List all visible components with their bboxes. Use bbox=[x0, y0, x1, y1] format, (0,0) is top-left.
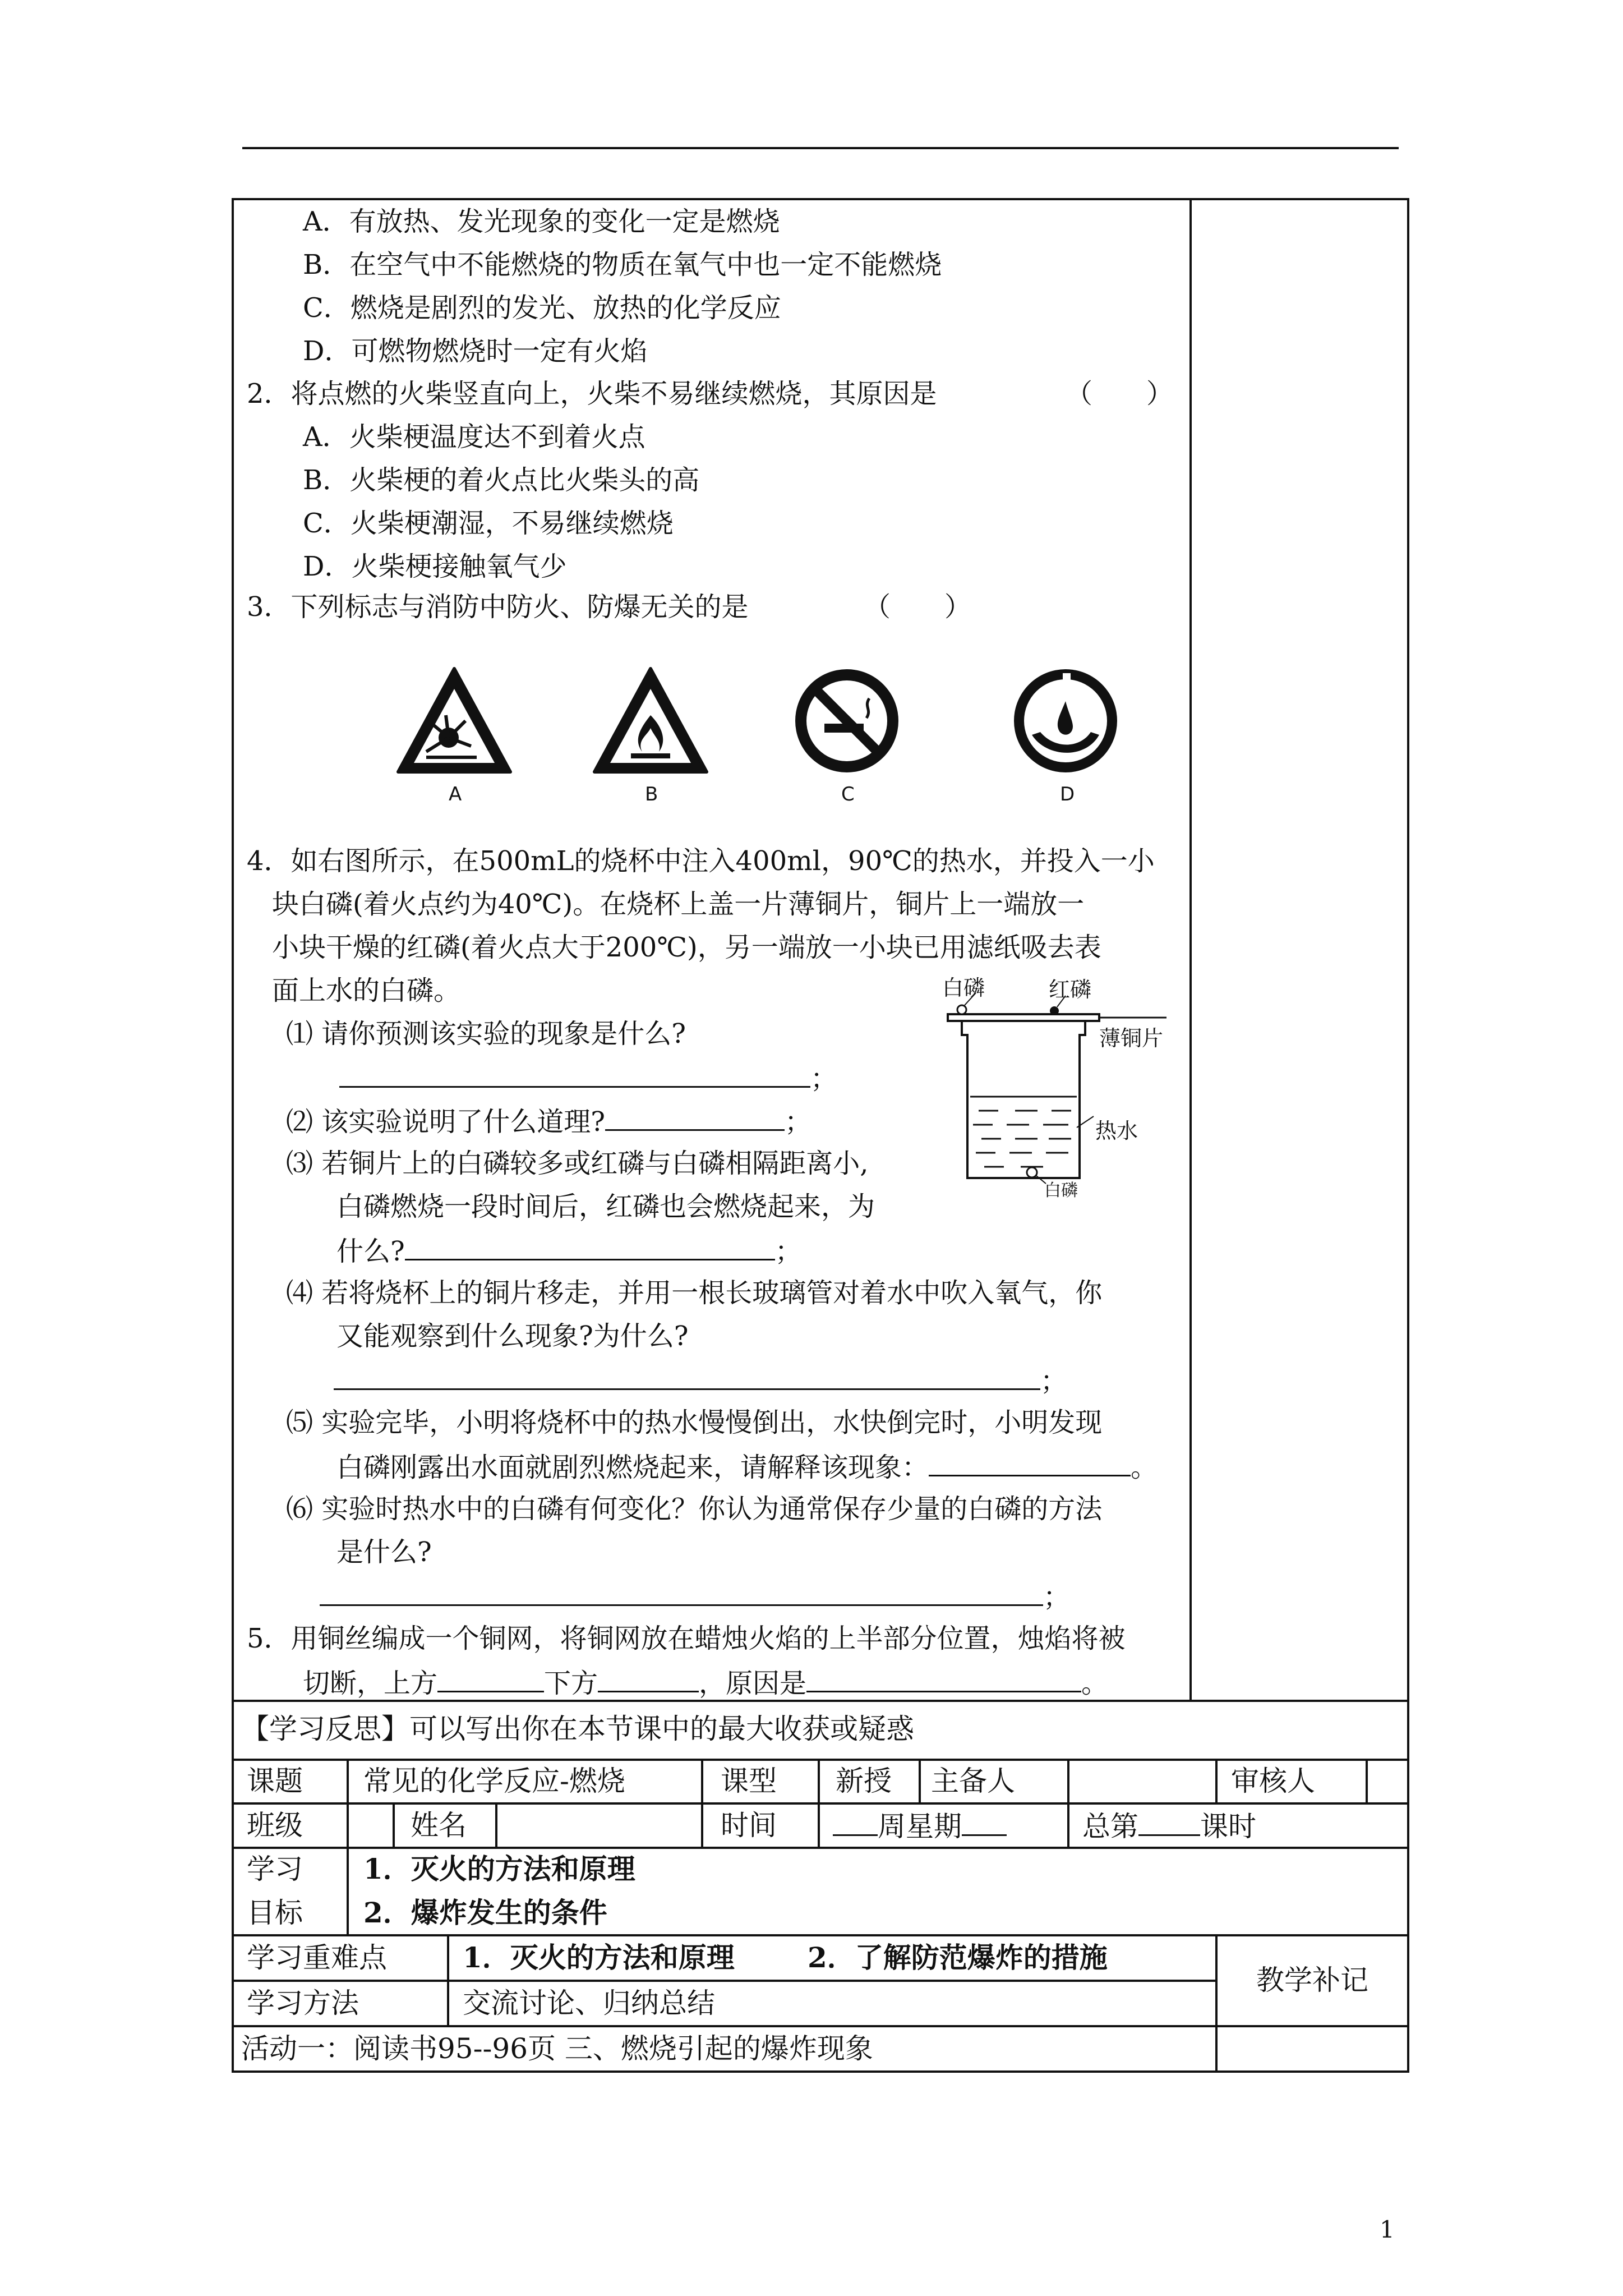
reviewer-label: 审核人 bbox=[1231, 1765, 1315, 1797]
info-col bbox=[447, 1934, 449, 2025]
info-col bbox=[495, 1802, 497, 1847]
answer-blank[interactable] bbox=[929, 1449, 1131, 1476]
flammable-warning-sign-icon bbox=[589, 662, 712, 780]
lesson-type-label: 课型 bbox=[721, 1765, 777, 1797]
goal-label-line-1: 学习 bbox=[247, 1853, 303, 1885]
answer-blank[interactable] bbox=[598, 1665, 699, 1692]
q4-sub5-line-1: ⑸ 实验完毕，小明将烧杯中的热水慢慢倒出，水快倒完时，小明发现 bbox=[286, 1407, 1103, 1438]
diagram-label-red-phosphorus: 红磷 bbox=[1049, 977, 1092, 1002]
q4-stem-line-3: 小块干燥的红磷(着火点大于200℃)，另一端放一小块已用滤纸吸去表 bbox=[272, 932, 1101, 963]
name-label: 姓名 bbox=[411, 1809, 467, 1842]
q4-stem-line-2: 块白磷(着火点约为40℃)。在烧杯上盖一片薄铜片，铜片上一端放一 bbox=[272, 889, 1085, 920]
q4-sub5-line-2: 白磷刚露出水面就剧烈燃烧起来，请解释该现象： 。 bbox=[336, 1449, 1158, 1484]
q4-stem-line-4: 面上水的白磷。 bbox=[272, 975, 461, 1006]
q2-option-d: D．火柴梗接触氧气少 bbox=[303, 551, 567, 582]
q4-sub4-line-1: ⑷ 若将烧杯上的铜片移走，并用一根长玻璃管对着水中吹入氧气，你 bbox=[286, 1277, 1103, 1309]
goal-label-line-2: 目标 bbox=[247, 1897, 303, 1929]
q3-label-c: C bbox=[841, 783, 855, 806]
q2-answer-paren: （ ） bbox=[1066, 378, 1174, 409]
activity-1: 活动一：阅读书95--96页 三、燃烧引起的爆炸现象 bbox=[241, 2032, 873, 2065]
key-point-1: 1．灭火的方法和原理 bbox=[463, 1941, 735, 1974]
answer-blank[interactable] bbox=[405, 1233, 775, 1260]
explosive-warning-sign-icon bbox=[393, 662, 516, 780]
info-col bbox=[347, 1759, 349, 1847]
key-point-2: 2．了解防范爆炸的措施 bbox=[808, 1941, 1108, 1974]
topic-value: 常见的化学反应-燃烧 bbox=[363, 1765, 625, 1797]
info-col bbox=[1366, 1759, 1368, 1802]
diagram-label-white-phosphorus-bottom: 白磷 bbox=[1044, 1181, 1078, 1200]
q1-option-a: A．有放热、发光现象的变化一定是燃烧 bbox=[303, 206, 780, 237]
info-col bbox=[701, 1759, 703, 1847]
table-border-top bbox=[232, 198, 1409, 200]
header-rule bbox=[242, 147, 1399, 149]
answer-blank[interactable] bbox=[334, 1363, 1040, 1390]
goal-2: 2．爆炸发生的条件 bbox=[363, 1896, 607, 1929]
reflection-prompt: 【学习反思】可以写出你在本节课中的最大收获或疑惑 bbox=[241, 1713, 914, 1745]
info-row-line-1 bbox=[232, 1802, 1409, 1805]
table-border-right bbox=[1407, 198, 1409, 1787]
q4-sub1: ⑴ 请你预测该实验的现象是什么? bbox=[286, 1018, 686, 1050]
info-col bbox=[1215, 1934, 1218, 2073]
q4-sub4-line-2: 又能观察到什么现象?为什么? bbox=[336, 1320, 689, 1352]
q3-label-b: B bbox=[645, 783, 658, 806]
week-blank[interactable] bbox=[833, 1809, 878, 1836]
q2-stem: 2．将点燃的火柴竖直向上，火柴不易继续燃烧，其原因是 bbox=[247, 378, 937, 409]
q4-sub6-answer: ； bbox=[320, 1579, 1070, 1614]
total-lesson-field: 总第 课时 bbox=[1082, 1809, 1256, 1843]
q4-sub1-answer: ； bbox=[339, 1060, 837, 1096]
info-col bbox=[393, 1802, 395, 1847]
diagram-label-hot-water: 热水 bbox=[1095, 1119, 1138, 1143]
page-number: 1 bbox=[1380, 2216, 1395, 2243]
info-row-line-6 bbox=[232, 2070, 1409, 2073]
q2-option-a: A．火柴梗温度达不到着火点 bbox=[303, 421, 645, 453]
q4-sub3-line-3: 什么? ； bbox=[336, 1233, 802, 1268]
answer-blank[interactable] bbox=[320, 1579, 1043, 1606]
preparer-label: 主备人 bbox=[931, 1765, 1015, 1797]
diagram-label-white-phosphorus-top: 白磷 bbox=[942, 976, 985, 1000]
info-row-line-3 bbox=[232, 1934, 1409, 1936]
q4-sub2: ⑵ 该实验说明了什么道理? ； bbox=[286, 1103, 811, 1139]
info-col bbox=[1215, 1759, 1218, 1802]
q1-option-d: D．可燃物燃烧时一定有火焰 bbox=[303, 335, 648, 367]
week-field: 周星期 bbox=[833, 1809, 1007, 1843]
time-label: 时间 bbox=[721, 1809, 777, 1842]
info-row-line-2 bbox=[232, 1847, 1409, 1849]
method-value: 交流讨论、归纳总结 bbox=[463, 1987, 715, 2019]
q4-sub3-line-1: ⑶ 若铜片上的白磷较多或红磷与白磷相隔距离小, bbox=[286, 1148, 869, 1179]
lesson-type-value: 新授 bbox=[836, 1765, 892, 1797]
q1-option-c: C．燃烧是剧烈的发光、放热的化学反应 bbox=[303, 292, 781, 324]
info-row-line-5 bbox=[232, 2025, 1409, 2027]
keep-dry-sign-icon bbox=[1007, 662, 1124, 780]
table-divider-notes bbox=[1189, 198, 1192, 1700]
q1-option-b: B．在空气中不能燃烧的物质在氧气中也一定不能燃烧 bbox=[303, 249, 942, 280]
q3-label-a: A bbox=[449, 783, 462, 806]
q4-sub6-line-1: ⑹ 实验时热水中的白磷有何变化？你认为通常保存少量的白磷的方法 bbox=[286, 1493, 1103, 1525]
info-col bbox=[919, 1759, 921, 1802]
info-col bbox=[347, 1847, 349, 1934]
q4-stem-line-1: 4．如右图所示，在500mL的烧杯中注入400ml，90℃的热水，并投入一小 bbox=[247, 845, 1155, 877]
key-points-label: 学习重难点 bbox=[247, 1941, 387, 1974]
info-border-right bbox=[1407, 1759, 1409, 2073]
table-border-left bbox=[232, 198, 234, 1787]
method-label: 学习方法 bbox=[247, 1987, 359, 2019]
no-smoking-sign-icon bbox=[788, 662, 906, 780]
q3-label-d: D bbox=[1060, 783, 1075, 806]
q5-line-1: 5．用铜丝编成一个铜网，将铜网放在蜡烛火焰的上半部分位置，烛焰将被 bbox=[247, 1623, 1126, 1654]
info-col bbox=[1067, 1759, 1069, 1847]
class-label: 班级 bbox=[247, 1809, 303, 1842]
weekday-blank[interactable] bbox=[962, 1809, 1007, 1836]
info-col bbox=[818, 1759, 820, 1847]
q4-sub6-line-2: 是什么? bbox=[336, 1536, 432, 1568]
q3-answer-paren: （ ） bbox=[864, 591, 972, 623]
q4-sub4-answer: ； bbox=[334, 1363, 1067, 1398]
topic-label: 课题 bbox=[247, 1765, 303, 1797]
answer-blank[interactable] bbox=[339, 1060, 810, 1088]
answer-blank[interactable] bbox=[437, 1665, 544, 1692]
info-border-left bbox=[232, 1759, 234, 2073]
q5-line-2: 切断，上方 下方 ，原因是 。 bbox=[303, 1665, 1108, 1700]
teaching-notes-label: 教学补记 bbox=[1256, 1964, 1368, 1996]
answer-blank[interactable] bbox=[806, 1665, 1081, 1692]
q4-sub3-line-2: 白磷燃烧一段时间后，红磷也会燃烧起来，为 bbox=[336, 1191, 875, 1222]
q3-stem: 3．下列标志与消防中防火、防爆无关的是 bbox=[247, 591, 749, 623]
diagram-label-copper-sheet: 薄铜片 bbox=[1099, 1026, 1164, 1051]
info-row-line-4 bbox=[232, 1980, 1217, 1982]
table-row-reflection-bottom bbox=[232, 1759, 1409, 1761]
q2-option-c: C．火柴梗潮湿，不易继续燃烧 bbox=[303, 508, 674, 539]
q2-option-b: B．火柴梗的着火点比火柴头的高 bbox=[303, 464, 700, 496]
total-lesson-blank[interactable] bbox=[1138, 1809, 1200, 1836]
goal-1: 1．灭火的方法和原理 bbox=[363, 1852, 635, 1885]
answer-blank[interactable] bbox=[605, 1103, 785, 1131]
